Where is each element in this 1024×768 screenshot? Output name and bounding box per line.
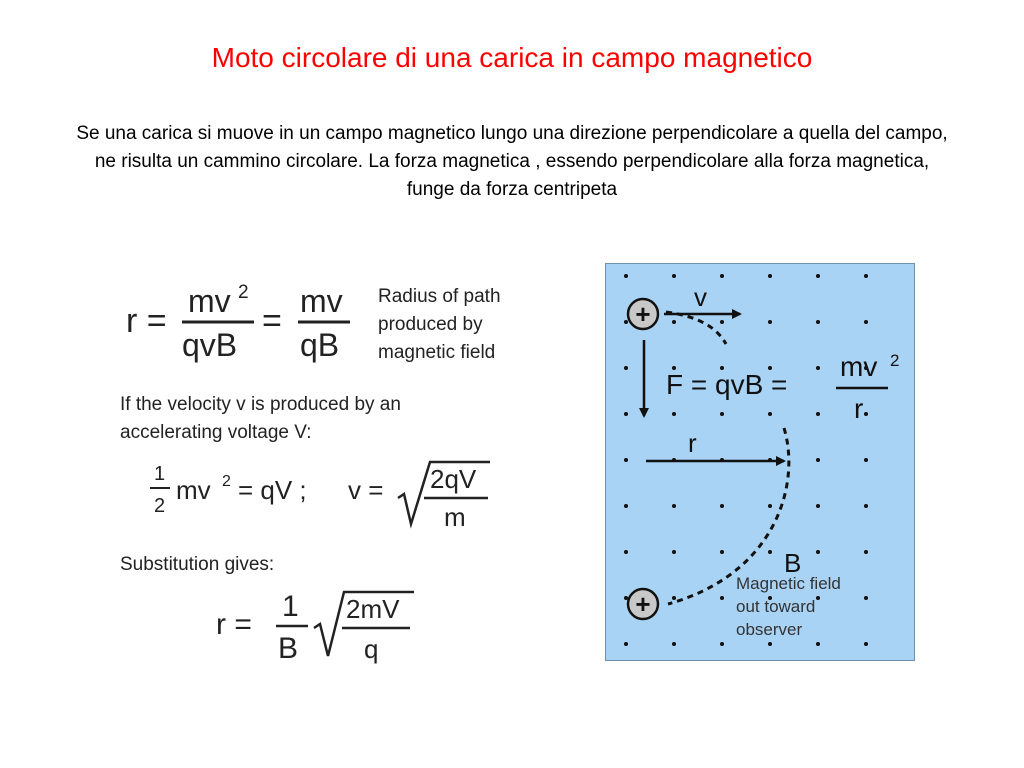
slide-title: Moto circolare di una carica in campo magnetico (211, 42, 813, 73)
eq3-frac-num: 1 (282, 590, 299, 623)
radius-note-line-1: Radius of path (378, 286, 501, 307)
field-dot (864, 320, 868, 324)
field-dot (624, 550, 628, 554)
field-dot (768, 274, 772, 278)
field-dot (672, 596, 676, 600)
field-dot (816, 596, 820, 600)
formula-panel (118, 276, 558, 676)
field-dot (624, 412, 628, 416)
eq2-sqrt-num: 2qV (430, 464, 477, 494)
field-dot (672, 320, 676, 324)
radius-note-line-3: magnetic field (378, 342, 496, 363)
field-dot (672, 504, 676, 508)
field-dot (816, 642, 820, 646)
charge-bottom-symbol: + (635, 589, 651, 619)
field-dot (816, 366, 820, 370)
field-dot (768, 412, 772, 416)
field-dot (816, 412, 820, 416)
eq2-half-den: 2 (154, 495, 166, 517)
field-dot (624, 320, 628, 324)
slide-description: Se una carica si muove in un campo magnetico lungo una direzione perpendicolare a quella del campo, ne risulta un cammino circolare. La forza magnetica , essendo perpendicolare alla forza magnetica, funge da forza centripeta (76, 123, 948, 200)
eq2-term-exp: 2 (222, 473, 231, 490)
field-dot (864, 550, 868, 554)
eq1-frac1-num: mv (188, 283, 231, 319)
field-dot (768, 504, 772, 508)
field-dot (720, 550, 724, 554)
field-dot (624, 504, 628, 508)
field-dot (816, 320, 820, 324)
eq2-v-lhs: v = (348, 475, 384, 505)
field-dot (624, 458, 628, 462)
field-dot (768, 320, 772, 324)
field-label: B (784, 548, 802, 578)
substitution-note: Substitution gives: (120, 554, 275, 575)
force-frac-den: r (854, 393, 864, 424)
velocity-note-line-1: If the velocity v is produced by an (120, 394, 401, 415)
field-dot (864, 596, 868, 600)
eq1-frac1-den: qvB (182, 327, 238, 363)
field-dot (816, 458, 820, 462)
field-dot (720, 274, 724, 278)
eq2-sqrt-den: m (444, 502, 466, 532)
field-dot (864, 412, 868, 416)
velocity-label: v (694, 282, 707, 312)
eq2-rhs: = qV ; (238, 475, 307, 505)
eq3-lhs: r = (216, 608, 252, 641)
radius-note-line-2: produced by (378, 314, 483, 335)
path-start-arc (666, 312, 726, 344)
force-label: F = qvB = (666, 369, 788, 400)
field-dot (672, 642, 676, 646)
field-dot (624, 274, 628, 278)
field-dot (672, 412, 676, 416)
field-dot (720, 412, 724, 416)
eq1-lhs: r = (126, 302, 167, 340)
field-dot (672, 274, 676, 278)
force-frac-exp: 2 (890, 351, 900, 370)
field-dot (624, 642, 628, 646)
field-dot (816, 550, 820, 554)
eq3-frac-den: B (278, 632, 299, 665)
field-dot (864, 642, 868, 646)
field-dot (720, 504, 724, 508)
magnetic-field-diagram (605, 263, 915, 661)
field-dot (864, 274, 868, 278)
field-dot (624, 596, 628, 600)
diagram-figure (606, 264, 914, 660)
eq2-half-num: 1 (154, 463, 166, 485)
field-dot (672, 550, 676, 554)
field-note-line-1: Magnetic field (736, 574, 841, 593)
force-frac-num: mv (840, 351, 878, 382)
eq2-term: mv (176, 475, 211, 505)
charge-top-symbol: + (635, 299, 651, 329)
eq3-sqrt-den: q (364, 634, 379, 664)
formula-figure (118, 276, 558, 676)
eq3-sqrt-num: 2mV (346, 594, 400, 624)
field-dot (816, 504, 820, 508)
field-dot (720, 596, 724, 600)
field-dot (768, 642, 772, 646)
field-note-line-2: out toward (736, 597, 816, 616)
field-dot (864, 458, 868, 462)
field-dot (624, 366, 628, 370)
field-dot (720, 642, 724, 646)
eq1-frac2-den: qB (300, 327, 340, 363)
field-dot (816, 274, 820, 278)
velocity-note-line-2: accelerating voltage V: (120, 422, 312, 443)
eq1-frac2-num: mv (300, 283, 343, 319)
field-dot (720, 320, 724, 324)
field-note-line-3: observer (736, 620, 803, 639)
eq1-equals: = (262, 302, 282, 340)
eq1-frac1-exp: 2 (238, 282, 249, 303)
radius-label: r (688, 428, 697, 458)
field-dot (864, 504, 868, 508)
field-dot (768, 550, 772, 554)
